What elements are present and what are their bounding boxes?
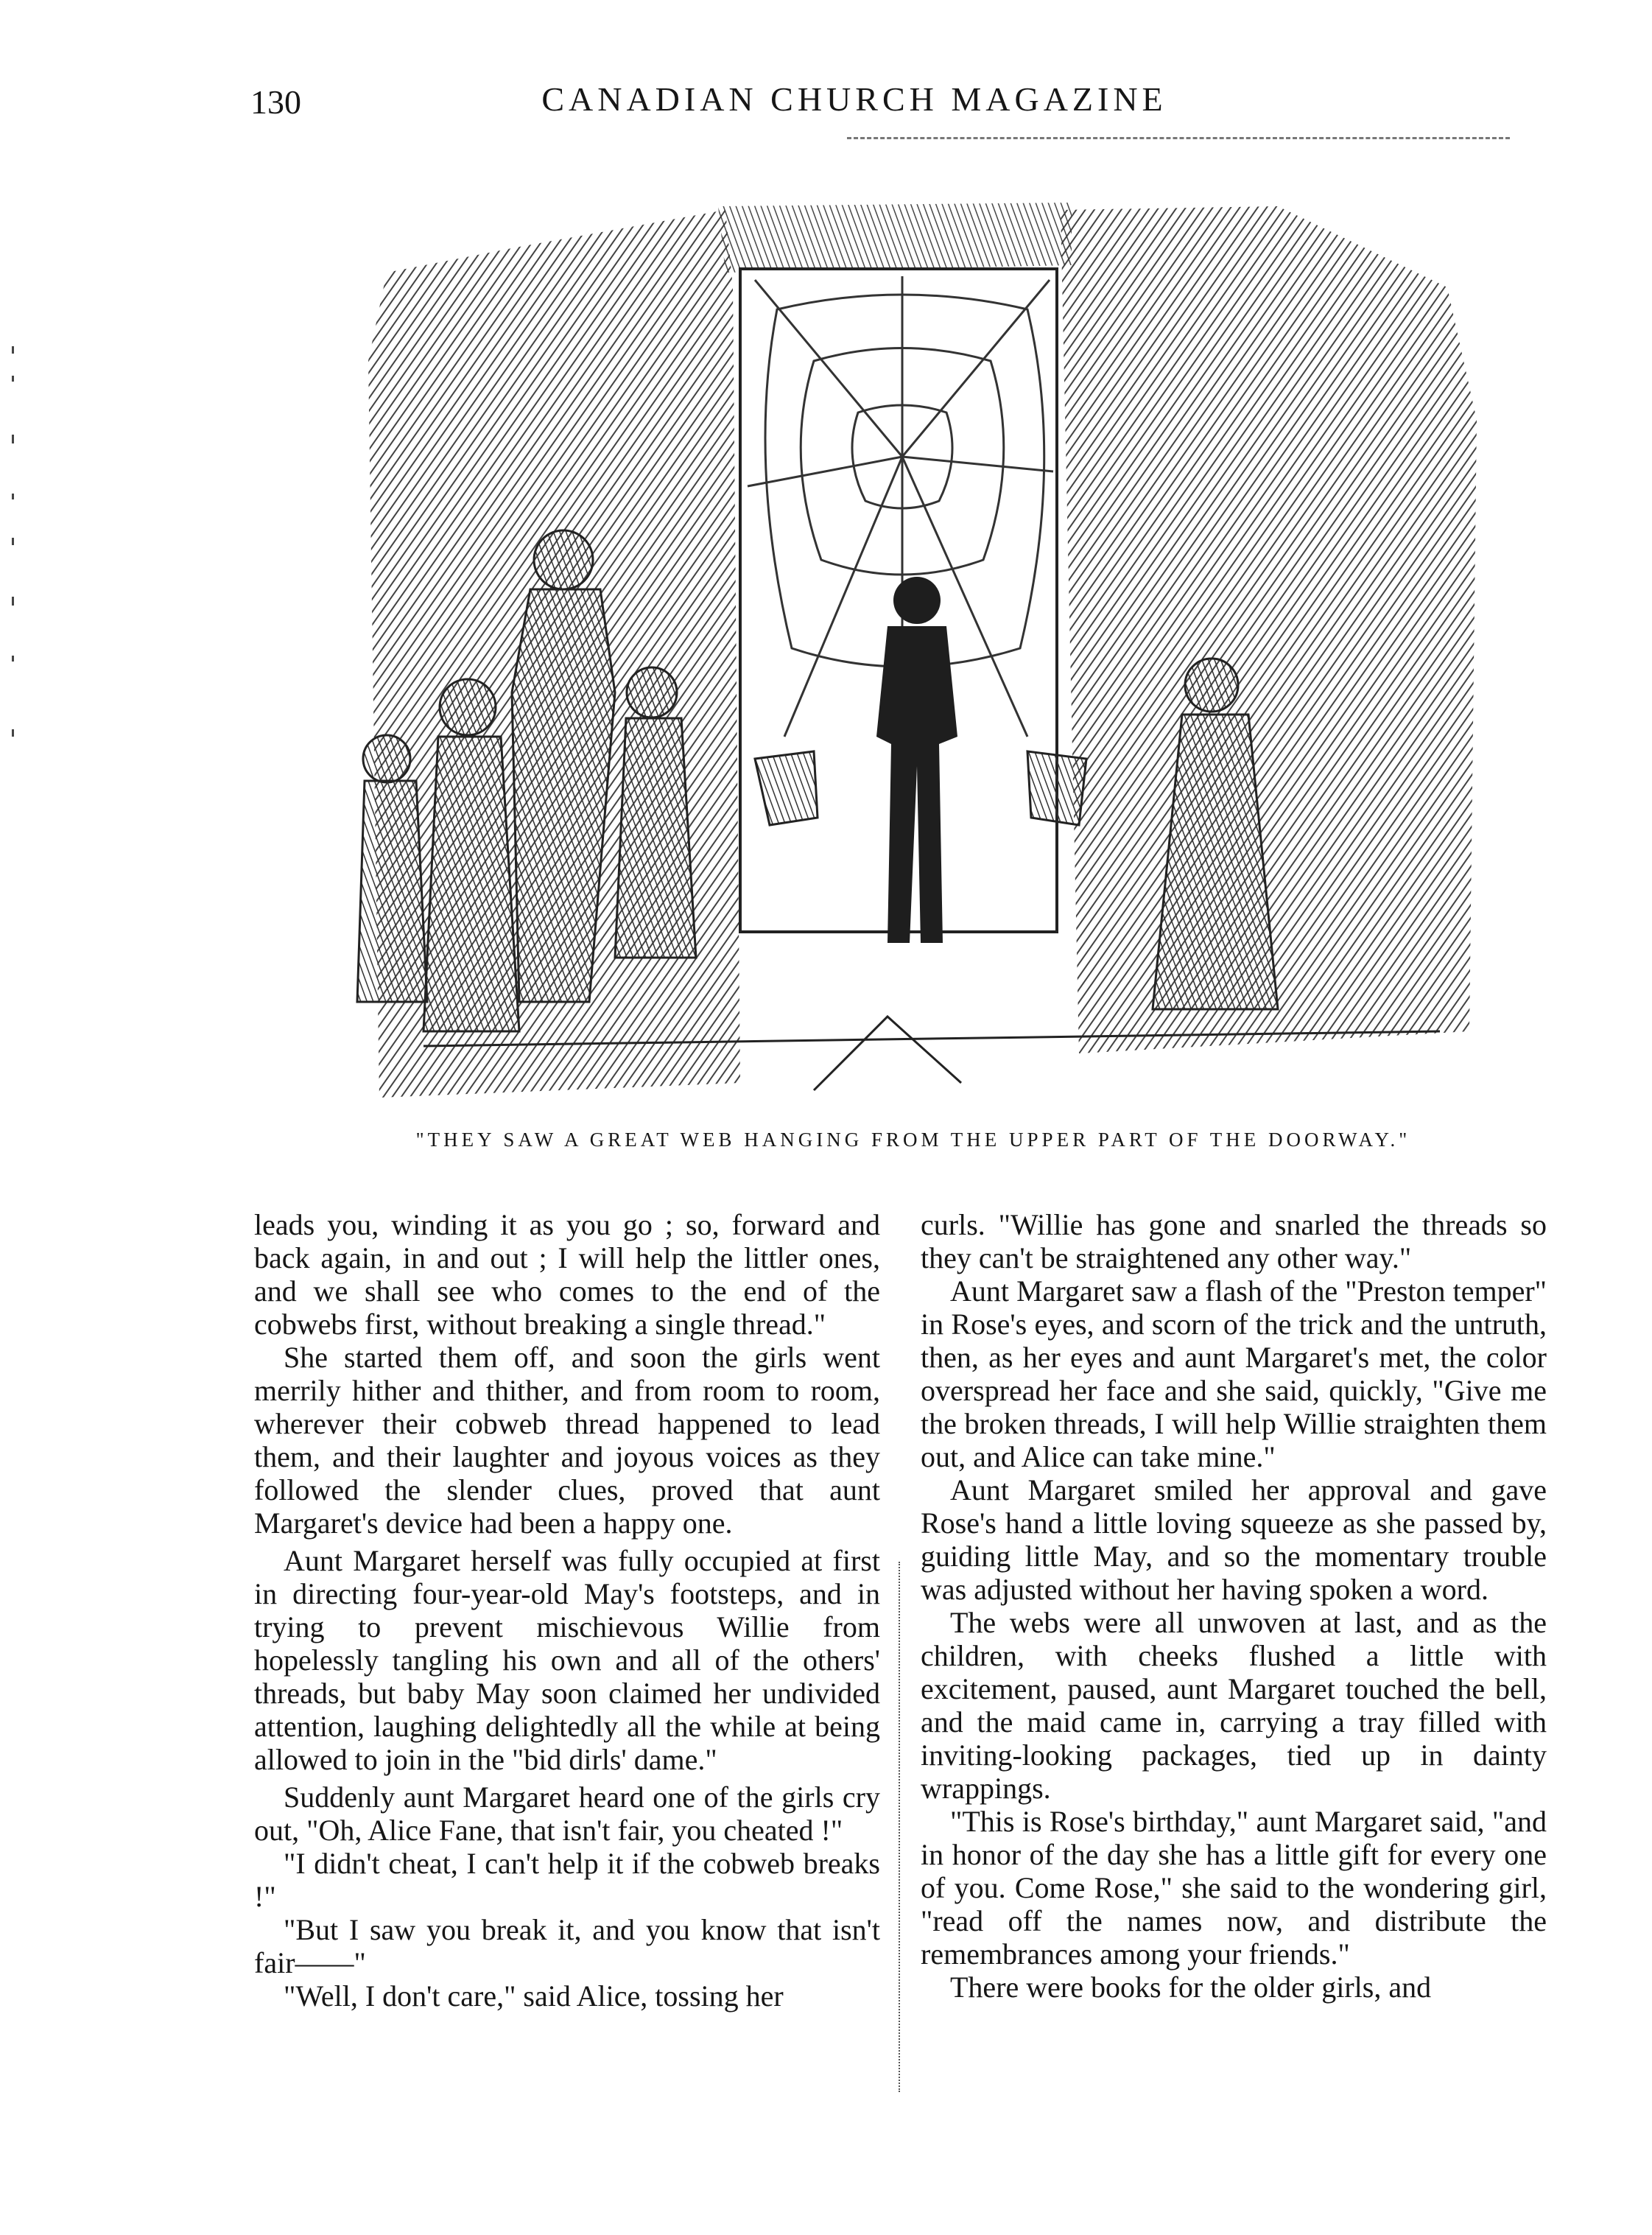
- paragraph: "I didn't cheat, I can't help it if the cobweb breaks !": [254, 1847, 880, 1913]
- paragraph: curls. "Willie has gone and snarled the threads so they can't be straightened any other way.": [921, 1208, 1547, 1274]
- paragraph: "This is Rose's birthday," aunt Margaret said, "and in honor of the day she has a little gift for every one of you. Come Rose," she said to the wondering girl, "read off the names now, and distribute the remembrances among your friends.": [921, 1805, 1547, 1971]
- header-rule: [847, 137, 1510, 139]
- right-chair: [1027, 751, 1086, 825]
- paragraph: Aunt Margaret smiled her approval and gave Rose's hand a little loving squeeze as she passed by, guiding little May, and so the momentary trouble was adjusted without her having spoken a word.: [921, 1473, 1547, 1606]
- paragraph: There were books for the older girls, and: [950, 1971, 1432, 2004]
- illustration-caption: "THEY SAW A GREAT WEB HANGING FROM THE UPPER PART OF THE DOORWAY.": [415, 1129, 1411, 1151]
- paragraph: "But I saw you break it, and you know that isn't fair——": [254, 1913, 880, 1979]
- column-gutter-rule: [899, 1562, 900, 2092]
- right-text-column: [921, 1208, 1547, 2004]
- paragraph: leads you, winding it as you go ; so, forward and back again, in and out ; I will help the littler ones, and we shall see who comes to the end of the cobwebs first, without breaking a single thread.": [254, 1208, 880, 1341]
- left-text-column: [254, 1208, 880, 2013]
- paragraph: The webs were all unwoven at last, and as the children, with cheeks flushed a little with excitement, paused, aunt Margaret touched the bell, and the maid came in, carrying a tray filled with inviting-looking packages, tied up in dainty wrappings.: [921, 1606, 1547, 1805]
- page-number: 130: [250, 83, 301, 121]
- running-title: CANADIAN CHURCH MAGAZINE: [541, 80, 1167, 118]
- paragraph: "Well, I don't care," said Alice, tossing her: [284, 1979, 784, 2013]
- paragraph: Aunt Margaret saw a flash of the "Preston temper" in Rose's eyes, and scorn of the trick and the untruth, then, as her eyes and aunt Margaret's met, the color overspread her face and she said, quickly, "Give me the broken threads, I will help Willie straighten them out, and Alice can take mine.": [921, 1274, 1547, 1473]
- paragraph: Aunt Margaret herself was fully occupied at first in directing four-year-old May's footsteps, and in trying to prevent mischievous Willie from hopelessly tangling his own and all of the others' threads, but baby May soon claimed her undivided attention, laughing delightedly all the while at being allowed to join in the "bid dirls' dame.": [254, 1544, 880, 1776]
- engraving-illustration: [298, 177, 1477, 1134]
- margin-specks: [6, 346, 21, 759]
- paragraph: She started them off, and soon the girls went merrily hither and thither, and from room to room, wherever their cobweb thread happened to lead them, and their laughter and joyous voices as they followed the slender clues, proved that aunt Margaret's device had been a happy one.: [254, 1341, 880, 1540]
- door-lintel: [718, 203, 1072, 273]
- paragraph: Suddenly aunt Margaret heard one of the girls cry out, "Oh, Alice Fane, that isn't fair, you cheated !": [254, 1780, 880, 1847]
